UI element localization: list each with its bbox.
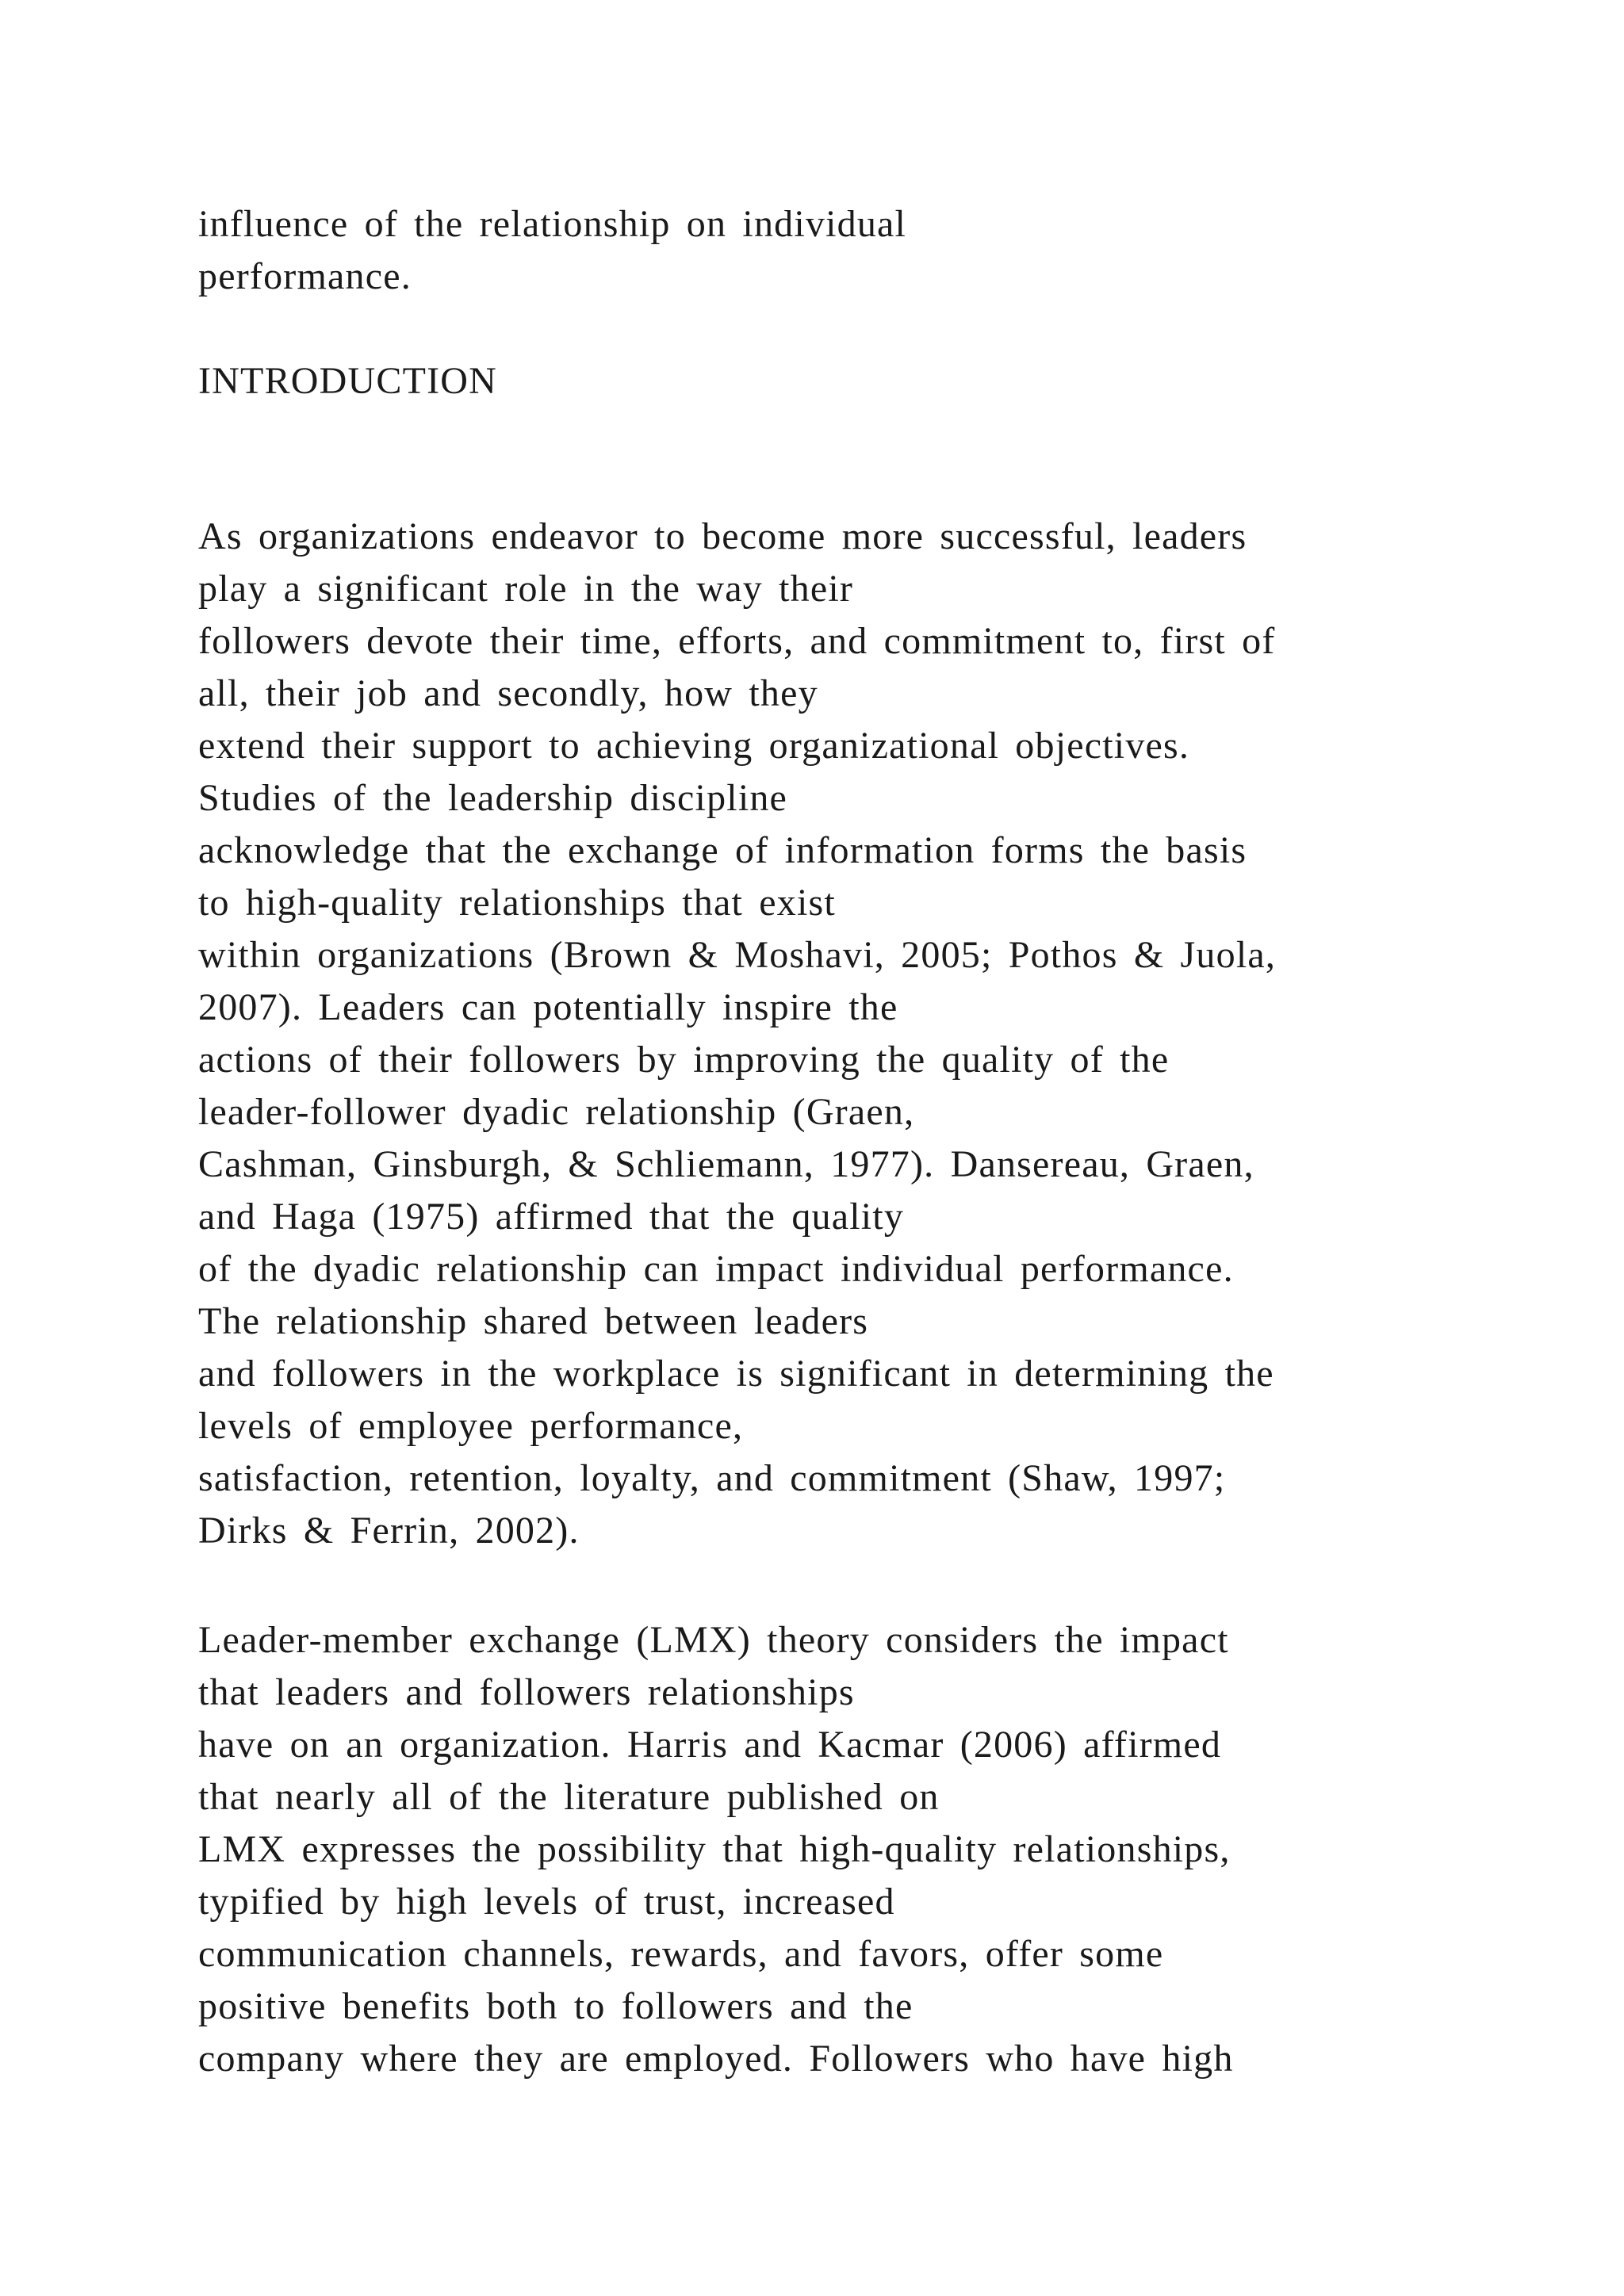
text-fragment [198, 198, 1546, 303]
text-line: actions of their followers by improving the quality of the [198, 1039, 1170, 1081]
text-line: leader-follower dyadic relationship (Graen, [198, 1091, 915, 1133]
text-line: play a significant role in the way their [198, 568, 854, 610]
section-heading [198, 355, 1546, 408]
text-line: communication channels, rewards, and favors, offer some [198, 1933, 1164, 1975]
text-line: positive benefits both to followers and the [198, 1985, 914, 2027]
text-line: LMX expresses the possibility that high-quality relationships, [198, 1828, 1231, 1870]
text-line: levels of employee performance, [198, 1405, 744, 1447]
text-line: extend their support to achieving organizational objectives. [198, 725, 1190, 767]
text-line: The relationship shared between leaders [198, 1300, 869, 1342]
text-line: that leaders and followers relationships [198, 1671, 855, 1713]
text-line: all, their job and secondly, how they [198, 672, 818, 714]
text-line: Cashman, Ginsburgh, & Schliemann, 1977). Dansereau, Graen, [198, 1143, 1254, 1185]
text-line: influence of the relationship on individual [198, 203, 907, 245]
paragraph [198, 1614, 1546, 2085]
text-line: Dirks & Ferrin, 2002). [198, 1510, 580, 1552]
text-line: As organizations endeavor to become more successful, leaders [198, 515, 1247, 557]
text-line: that nearly all of the literature published on [198, 1776, 940, 1818]
text-line: have on an organization. Harris and Kacmar (2006) affirmed [198, 1724, 1222, 1766]
text-line: followers devote their time, efforts, and commitment to, first of [198, 620, 1276, 662]
text-line: Leader-member exchange (LMX) theory considers the impact [198, 1619, 1229, 1661]
text-line: and followers in the workplace is significant in determining the [198, 1353, 1274, 1395]
text-line: to high-quality relationships that exist [198, 882, 836, 924]
text-line: company where they are employed. Followers who have high [198, 2038, 1234, 2080]
text-line: performance. [198, 255, 412, 297]
text-line: Studies of the leadership discipline [198, 777, 788, 819]
text-line: within organizations (Brown & Moshavi, 2005; Pothos & Juola, [198, 934, 1277, 976]
text-line: and Haga (1975) affirmed that the quality [198, 1196, 905, 1238]
text-line: of the dyadic relationship can impact individual performance. [198, 1248, 1234, 1290]
paragraph [198, 511, 1546, 1557]
text-line: typified by high levels of trust, increased [198, 1881, 895, 1923]
text-line: satisfaction, retention, loyalty, and commitment (Shaw, 1997; [198, 1457, 1226, 1499]
text-line: 2007). Leaders can potentially inspire the [198, 986, 898, 1028]
heading-line: INTRODUCTION [198, 360, 498, 402]
text-line: acknowledge that the exchange of information forms the basis [198, 829, 1247, 871]
